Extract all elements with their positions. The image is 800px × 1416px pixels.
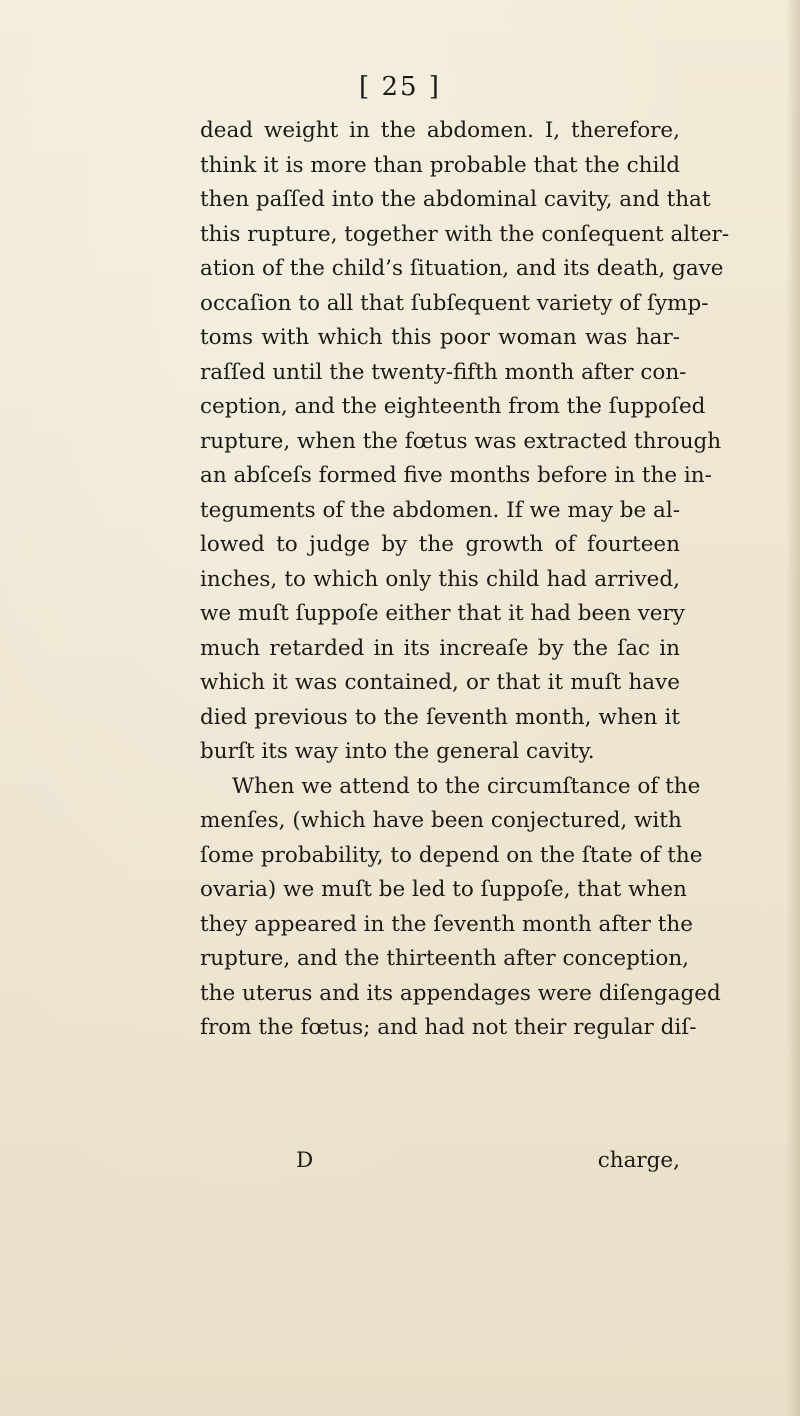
text-line: ſome probability, to depend on the ſtate of the [200, 842, 703, 868]
text-line: the uterus and its appendages were diſengaged [200, 980, 721, 1006]
text-line: from the fœtus; and had not their regular diſ- [200, 1015, 697, 1040]
text-line: ation of the child’s ſituation, and its death, gave [200, 256, 724, 281]
running-head-page-number: [ 25 ] [359, 72, 441, 102]
text-line: an abſceſs formed five months before in the in- [200, 463, 712, 488]
text-line: rupture, and the thirteenth after conception, [200, 946, 689, 971]
text-line: rupture, when the fœtus was extracted through [200, 428, 722, 454]
text-line: burſt its way into the general cavity. [200, 739, 595, 764]
text-line: ovaria) we muſt be led to ſuppoſe, that when [200, 877, 687, 902]
text-line: occaſion to all that ſubſequent variety of ſymp- [200, 290, 709, 316]
body-text [200, 114, 730, 1046]
signature-mark: D [296, 1148, 314, 1173]
text-line: then paſſed into the abdominal cavity, and that [200, 187, 711, 212]
text-line: inches, to which only this child had arrived, [200, 566, 680, 592]
text-line: lowed to judge by the growth of fourteen [200, 532, 680, 557]
text-line: died previous to the ſeventh month, when it [200, 704, 680, 730]
text-line: which it was contained, or that it muſt have [200, 670, 680, 695]
text-line: When we attend to the circumſtance of the [232, 773, 701, 799]
text-line: toms with which this poor woman was har- [200, 325, 680, 350]
text-line: raſſed until the twenty-fifth month after con- [200, 359, 687, 385]
text-line: we muſt ſuppoſe either that it had been very [200, 601, 685, 626]
text-line: think it is more than probable that the child [200, 152, 680, 178]
page-edge-shadow [786, 0, 800, 1416]
text-line: dead weight in the abdomen. I, therefore, [200, 118, 680, 143]
page-footer [200, 1148, 680, 1182]
text-line: much retarded in its increaſe by the ſac in [200, 635, 680, 661]
text-line: teguments of the abdomen. If we may be al- [200, 497, 680, 523]
catchword: charge, [597, 1148, 680, 1173]
text-line: ception, and the eighteenth from the ſuppoſed [200, 394, 706, 419]
text-line: menſes, (which have been conjectured, with [200, 808, 682, 833]
text-line: this rupture, together with the conſequent alter- [200, 221, 730, 247]
text-line: they appeared in the ſeventh month after the [200, 911, 693, 937]
